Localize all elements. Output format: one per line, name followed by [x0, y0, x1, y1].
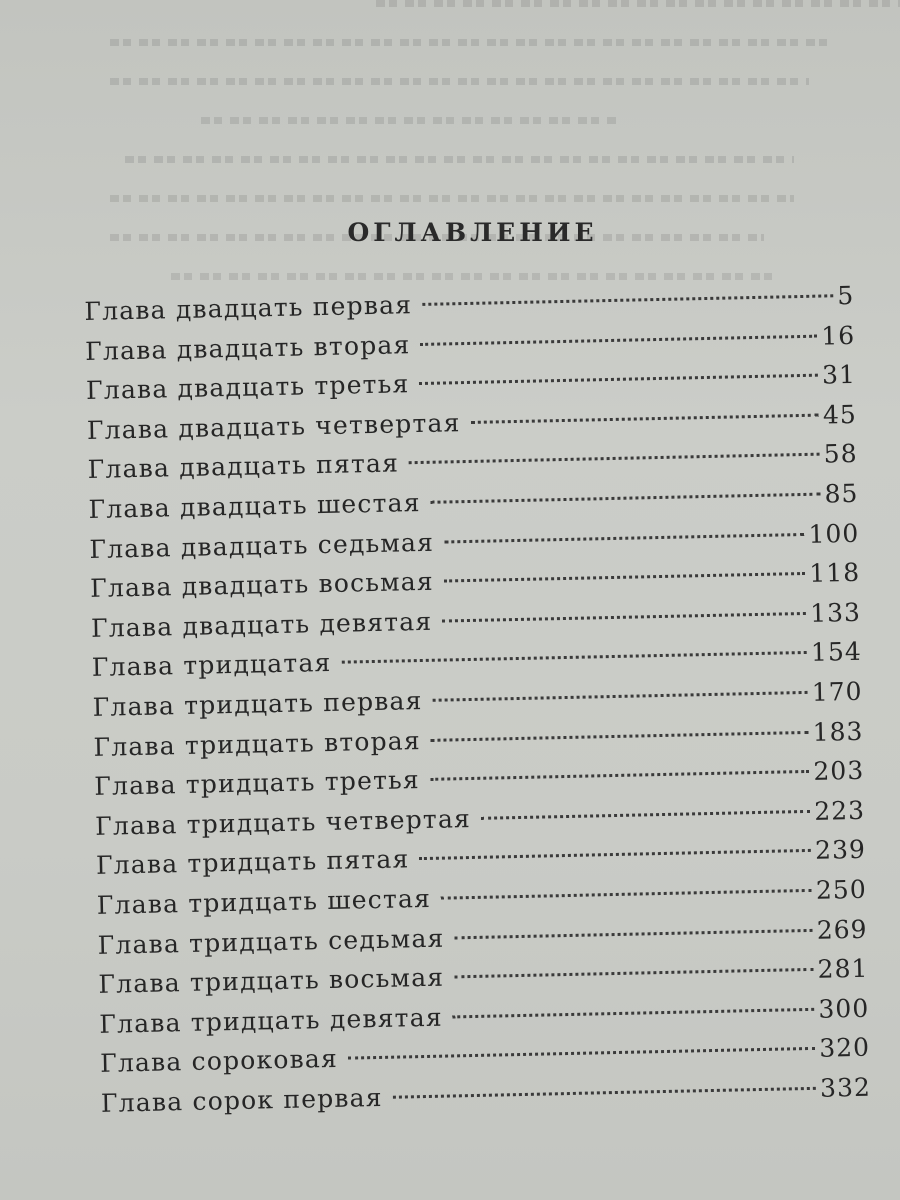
toc-entry-label: Глава двадцать четвертая: [86, 407, 461, 445]
toc-entry-label: Глава тридцать четвертая: [94, 803, 472, 841]
dot-leader: [348, 1047, 815, 1060]
toc-entry-page-number: 239: [814, 835, 867, 866]
toc-entry-page-number: 5: [837, 280, 855, 311]
toc-entry-label: Глава тридцатая: [91, 648, 332, 683]
toc-entry-page-number: 203: [813, 755, 865, 786]
toc-entry-page-number: 269: [816, 914, 868, 945]
dot-leader: [393, 1087, 816, 1099]
dot-leader: [454, 928, 812, 939]
toc-entry-label: Глава сороковая: [99, 1044, 339, 1079]
toc-entry-label: Глава двадцать первая: [84, 290, 413, 326]
dot-leader: [454, 968, 813, 979]
dot-leader: [444, 533, 805, 544]
dot-leader: [420, 334, 817, 345]
toc-entry-page-number: 332: [819, 1072, 872, 1103]
dot-leader: [481, 810, 810, 820]
dot-leader: [431, 730, 809, 741]
dot-leader: [419, 849, 811, 860]
toc-entry-label: Глава тридцать шестая: [96, 883, 432, 920]
toc-entry-page-number: 118: [809, 557, 861, 589]
dot-leader: [444, 572, 806, 583]
toc-entry-page-number: 16: [820, 320, 856, 351]
toc-entry-label: Глава тридцать первая: [92, 685, 423, 722]
toc-entry-page-number: 250: [815, 874, 867, 905]
dot-leader: [453, 1008, 815, 1019]
dot-leader: [430, 770, 810, 781]
toc-entry-page-number: 45: [822, 399, 858, 430]
reverse-side-bleed-through: [110, 0, 870, 320]
dot-leader: [431, 493, 821, 504]
dot-leader: [433, 691, 808, 702]
toc-entry-label: Глава двадцать третья: [85, 369, 410, 406]
toc-entry-page-number: 58: [823, 439, 858, 469]
toc-entry-label: Глава двадцать пятая: [87, 448, 400, 485]
dot-leader: [441, 889, 812, 900]
toc-entry-page-number: 320: [818, 1032, 871, 1064]
toc-entry-page-number: 300: [818, 993, 870, 1024]
toc-entry-label: Глава тридцать пятая: [95, 844, 410, 881]
toc-entry-page-number: 170: [811, 676, 863, 707]
toc-entry-label: Глава двадцать восьмая: [89, 566, 435, 604]
toc-entry-label: Глава тридцать вторая: [93, 725, 422, 762]
toc-entry-label: Глава тридцать третья: [94, 765, 421, 802]
dot-leader: [442, 612, 806, 623]
page-title: ОГЛАВЛЕНИЕ: [347, 218, 598, 247]
toc-entry-page-number: 100: [808, 518, 860, 549]
toc-entry-page-number: 281: [817, 953, 869, 984]
toc-entry-label: Глава сорок первая: [100, 1082, 383, 1118]
dot-leader: [419, 374, 818, 385]
toc-entry-label: Глава двадцать шестая: [88, 487, 421, 524]
toc-entry-page-number: 31: [821, 360, 857, 390]
toc-entry-page-number: 133: [809, 597, 862, 628]
toc-entry-label: Глава тридцать девятая: [99, 1002, 444, 1039]
table-of-contents: [84, 276, 871, 1123]
toc-entry-page-number: 183: [812, 716, 864, 747]
dot-leader: [409, 453, 820, 465]
dot-leader: [341, 651, 807, 664]
dot-leader: [471, 413, 819, 423]
toc-entry-label: Глава тридцать седьмая: [97, 923, 445, 960]
dot-leader: [422, 294, 833, 306]
toc-entry-label: Глава двадцать вторая: [84, 329, 411, 366]
toc-entry-page-number: 85: [824, 478, 859, 509]
toc-entry-page-number: 223: [814, 795, 866, 826]
toc-entry-label: Глава тридцать восьмая: [98, 962, 445, 999]
toc-entry-page-number: 154: [810, 637, 863, 668]
toc-entry-label: Глава двадцать седьмая: [89, 527, 435, 564]
toc-entry-label: Глава двадцать девятая: [90, 606, 433, 643]
